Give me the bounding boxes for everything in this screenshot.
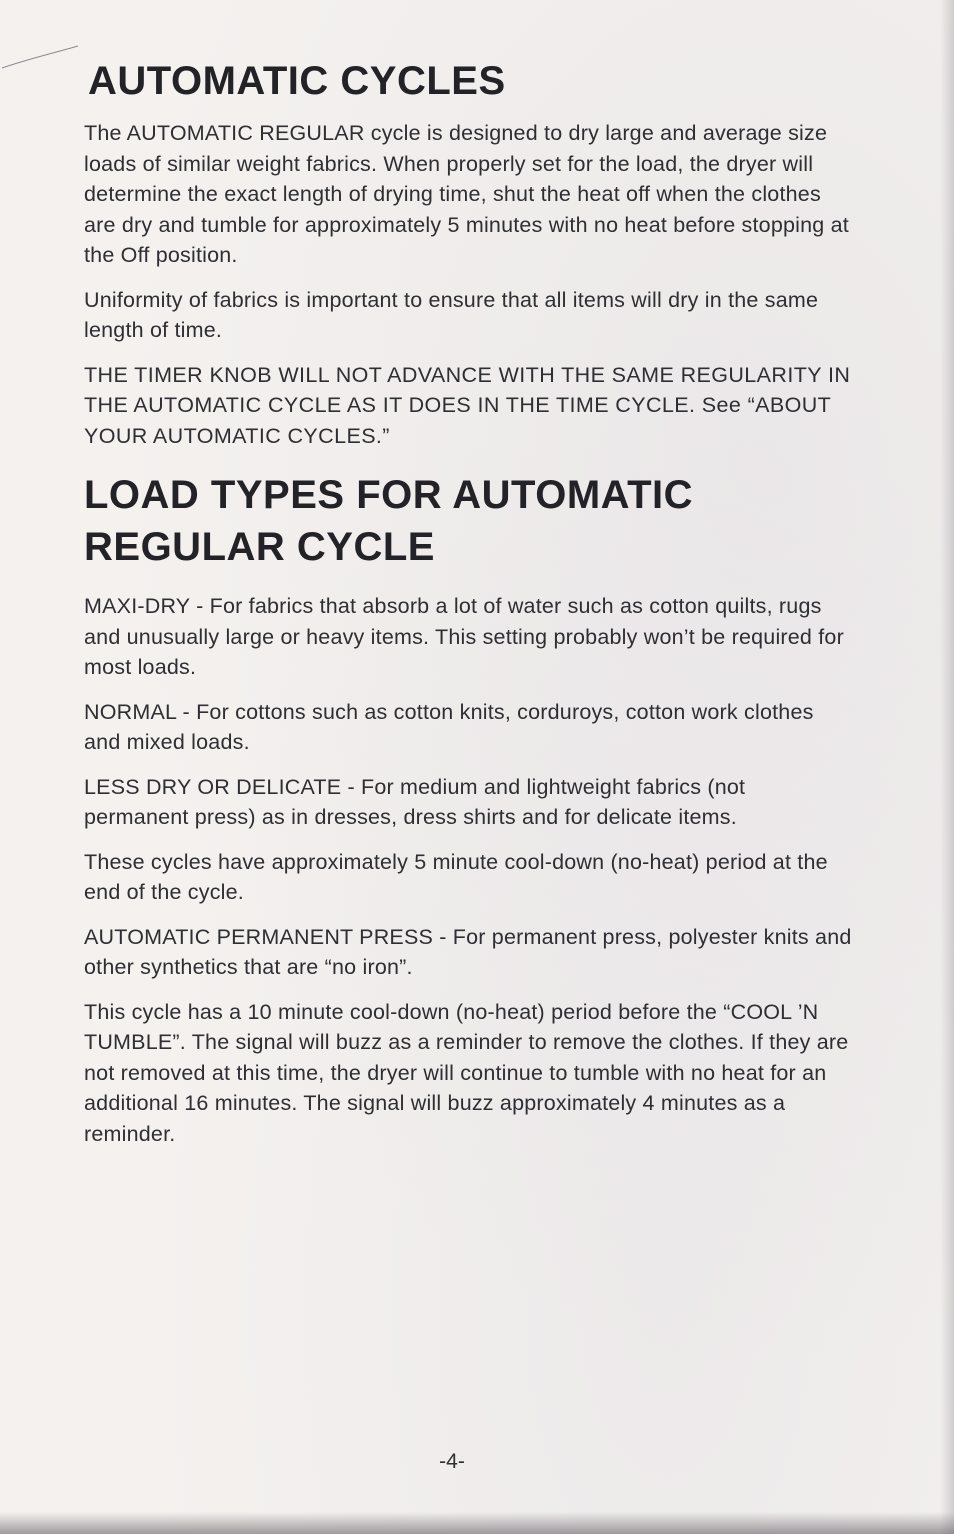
paragraph-normal: NORMAL - For cottons such as cotton knits, corduroys, cotton work clothes and mixed loads.: [84, 699, 814, 754]
paragraph-automatic-regular: The AUTOMATIC REGULAR cycle is designed to dry large and average size loads of similar weight fabrics. When properly set for the load, the dryer will determine the exact length of drying time, shut the heat off when the clothes are dry and tumble for approximately 5 minutes with no heat before stopping at the Off position.: [84, 121, 849, 267]
page-content: [84, 58, 854, 1163]
paragraph-less-dry: LESS DRY OR DELICATE - For medium and lightweight fabrics (not permanent press) as in dresses, dress shirts and for delicate items.: [84, 774, 746, 829]
section-heading-automatic-cycles: AUTOMATIC CYCLES: [88, 59, 506, 103]
page-number: -4-: [439, 1450, 465, 1473]
page-edge-shadow-right: [940, 0, 954, 1534]
page-edge-shadow-bottom: [0, 1512, 954, 1534]
paragraph-cool-down: These cycles have approximately 5 minute cool-down (no-heat) period at the end of the cycle.: [84, 849, 828, 904]
paragraph-maxi-dry: MAXI-DRY - For fabrics that absorb a lot of water such as cotton quilts, rugs and unusually large or heavy items. This setting probably won’t be required for most loads.: [84, 594, 844, 679]
paragraph-timer-knob: THE TIMER KNOB WILL NOT ADVANCE WITH THE SAME REGULARITY IN THE AUTOMATIC CYCLE AS IT DOES IN THE TIME CYCLE. See “ABOUT YOUR AUTOMATIC CYCLES.”: [84, 362, 851, 448]
page-scratch-mark: [0, 40, 90, 80]
section-heading-load-types: LOAD TYPES FOR AUTOMATIC REGULAR CYCLE: [84, 473, 694, 569]
paragraph-uniformity: Uniformity of fabrics is important to ensure that all items will dry in the same length of time.: [84, 287, 819, 342]
paragraph-cool-n-tumble: This cycle has a 10 minute cool-down (no-heat) period before the “COOL ’N TUMBLE”. The signal will buzz as a reminder to remove the clothes. If they are not removed at this time, the dryer will continue to tumble with no heat for an additional 16 minutes. The signal will buzz approximately 4 minutes as a reminder.: [84, 999, 849, 1146]
paragraph-permanent-press: AUTOMATIC PERMANENT PRESS - For permanent press, polyester knits and other synthetics that are “no iron”.: [84, 924, 852, 979]
